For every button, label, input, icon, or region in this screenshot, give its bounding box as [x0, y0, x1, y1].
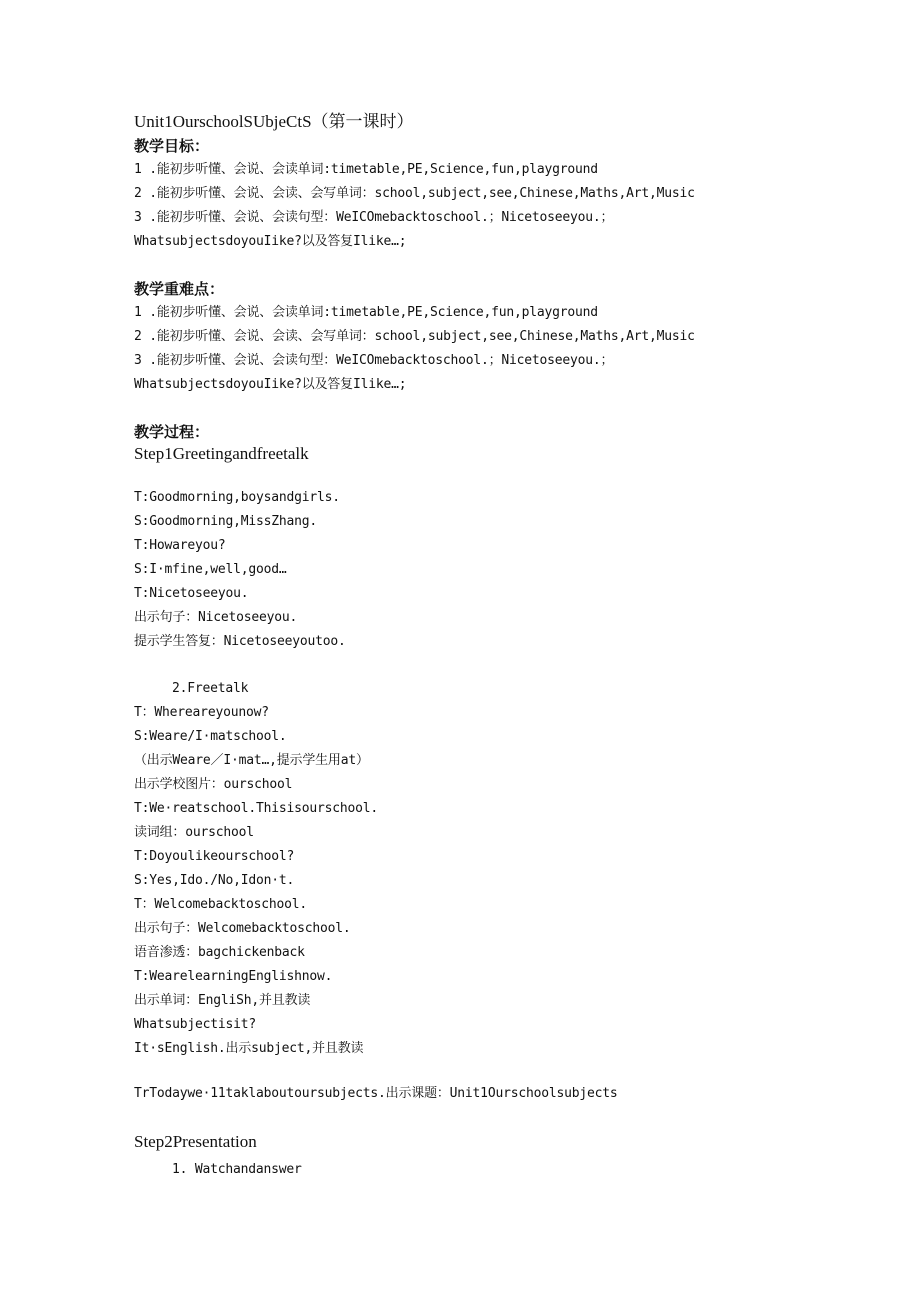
dialogue-line: It·sEnglish.出示subject,并且教读 [134, 1041, 364, 1056]
dialogue-line: Whatsubjectisit? [134, 1017, 257, 1032]
key-point-item: 1 .能初步听懂、会说、会读单词:timetable,PE,Science,fun,playground [134, 305, 598, 320]
dialogue-line: （出示Weare／I·mat…,提示学生用at） [134, 753, 369, 768]
dialogue-line: T:Howareyou? [134, 538, 226, 553]
dialogue-line: T：Welcomebacktoschool. [134, 897, 307, 912]
key-point-item: 3 .能初步听懂、会说、会读句型：WeICOmebacktoschool.；Nicetoseeyou.； [134, 353, 614, 368]
dialogue-line: T:Nicetoseeyou. [134, 586, 249, 601]
dialogue-line: 出示单词：EngliSh,并且教读 [134, 993, 311, 1008]
key-points-heading: 教学重难点： [134, 280, 225, 298]
dialogue-line: T:Goodmorning,boysandgirls. [134, 490, 340, 505]
document-title: Unit1OurschoolSUbjeCtS（第一课时） [134, 112, 414, 131]
dialogue-line: T：Whereareyounow? [134, 705, 269, 720]
dialogue-line: S:Goodmorning,MissZhang. [134, 514, 318, 529]
dialogue-line: 出示句子：Nicetoseeyou. [134, 610, 298, 625]
key-point-item: 2 .能初步听懂、会说、会读、会写单词：school,subject,see,Chinese,Maths,Art,Music [134, 329, 695, 344]
objectives-heading: 教学目标： [134, 137, 210, 155]
closing-line: TrTodaywe·11taklaboutoursubjects.出示课题：Unit1Ourschoolsubjects [134, 1086, 618, 1101]
step1-title: Step1Greetingandfreetalk [134, 444, 309, 463]
objective-item: 2 .能初步听懂、会说、会读、会写单词：school,subject,see,Chinese,Maths,Art,Music [134, 186, 695, 201]
key-point-item: WhatsubjectsdoyouIike?以及答复Ilike…; [134, 377, 407, 392]
dialogue-line: T:We·reatschool.Thisisourschool. [134, 801, 379, 816]
freetalk-heading: 2.Freetalk [172, 681, 249, 696]
dialogue-line: 语音渗透：bagchickenback [134, 945, 305, 960]
dialogue-line: 出示句子：Welcomebacktoschool. [134, 921, 351, 936]
dialogue-line: S:I·mfine,well,good… [134, 562, 287, 577]
objective-item: 1 .能初步听懂、会说、会读单词:timetable,PE,Science,fun,playground [134, 162, 598, 177]
dialogue-line: S:Weare/I·matschool. [134, 729, 287, 744]
dialogue-line: 出示学校图片：ourschool [134, 777, 293, 792]
dialogue-line: T:Doyoulikeourschool? [134, 849, 295, 864]
dialogue-line: T:WearelearningEnglishnow. [134, 969, 333, 984]
step2-item: 1. Watchandanswer [172, 1162, 302, 1177]
dialogue-line: 提示学生答复：Nicetoseeyoutoo. [134, 634, 346, 649]
objective-item: WhatsubjectsdoyouIike?以及答复Ilike…; [134, 234, 407, 249]
process-heading: 教学过程： [134, 423, 210, 441]
dialogue-line: S:Yes,Ido./No,Idon·t. [134, 873, 295, 888]
objective-item: 3 .能初步听懂、会说、会读句型：WeICOmebacktoschool.；Nicetoseeyou.； [134, 210, 614, 225]
dialogue-line: 读词组：ourschool [134, 825, 254, 840]
step2-title: Step2Presentation [134, 1132, 257, 1151]
